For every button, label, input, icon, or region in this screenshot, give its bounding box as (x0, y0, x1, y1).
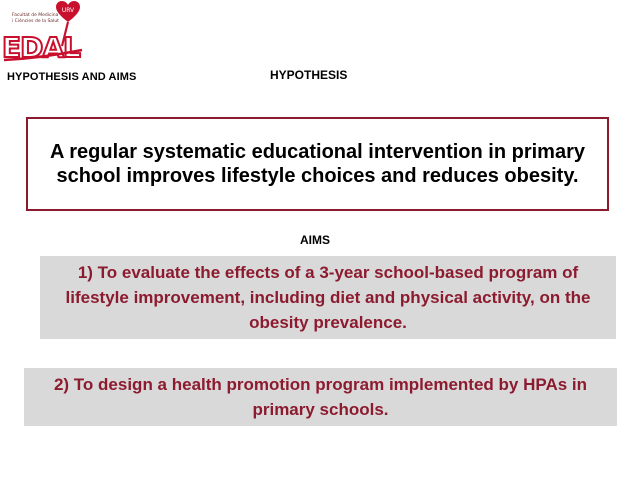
aim-text-1: 1) To evaluate the effects of a 3-year school-based program of lifestyle improvement, including diet and physical activity, on the obesity prevalence. (65, 263, 591, 332)
aim-box-1 (40, 256, 616, 339)
edal-logo (2, 0, 84, 68)
hypothesis-text: A regular systematic educational intervention in primary school improves lifestyle choices and reduces obesity. (50, 141, 585, 187)
aims-title: AIMS (300, 233, 330, 247)
logo-line-1: Facultat de Medicina (12, 13, 59, 18)
logo-wordmark: EDAL (2, 31, 80, 64)
aim-box-2 (24, 368, 617, 426)
hypothesis-title: HYPOTHESIS (270, 68, 348, 82)
aim-text-2: 2) To design a health promotion program implemented by HPAs in primary schools. (53, 375, 588, 419)
edal-logo-mark (2, 0, 84, 68)
section-label: HYPOTHESIS AND AIMS (7, 71, 137, 83)
hypothesis-box (26, 117, 609, 211)
logo-badge-text: URV (61, 7, 75, 14)
logo-line-2: i Ciències de la Salut (12, 19, 59, 24)
